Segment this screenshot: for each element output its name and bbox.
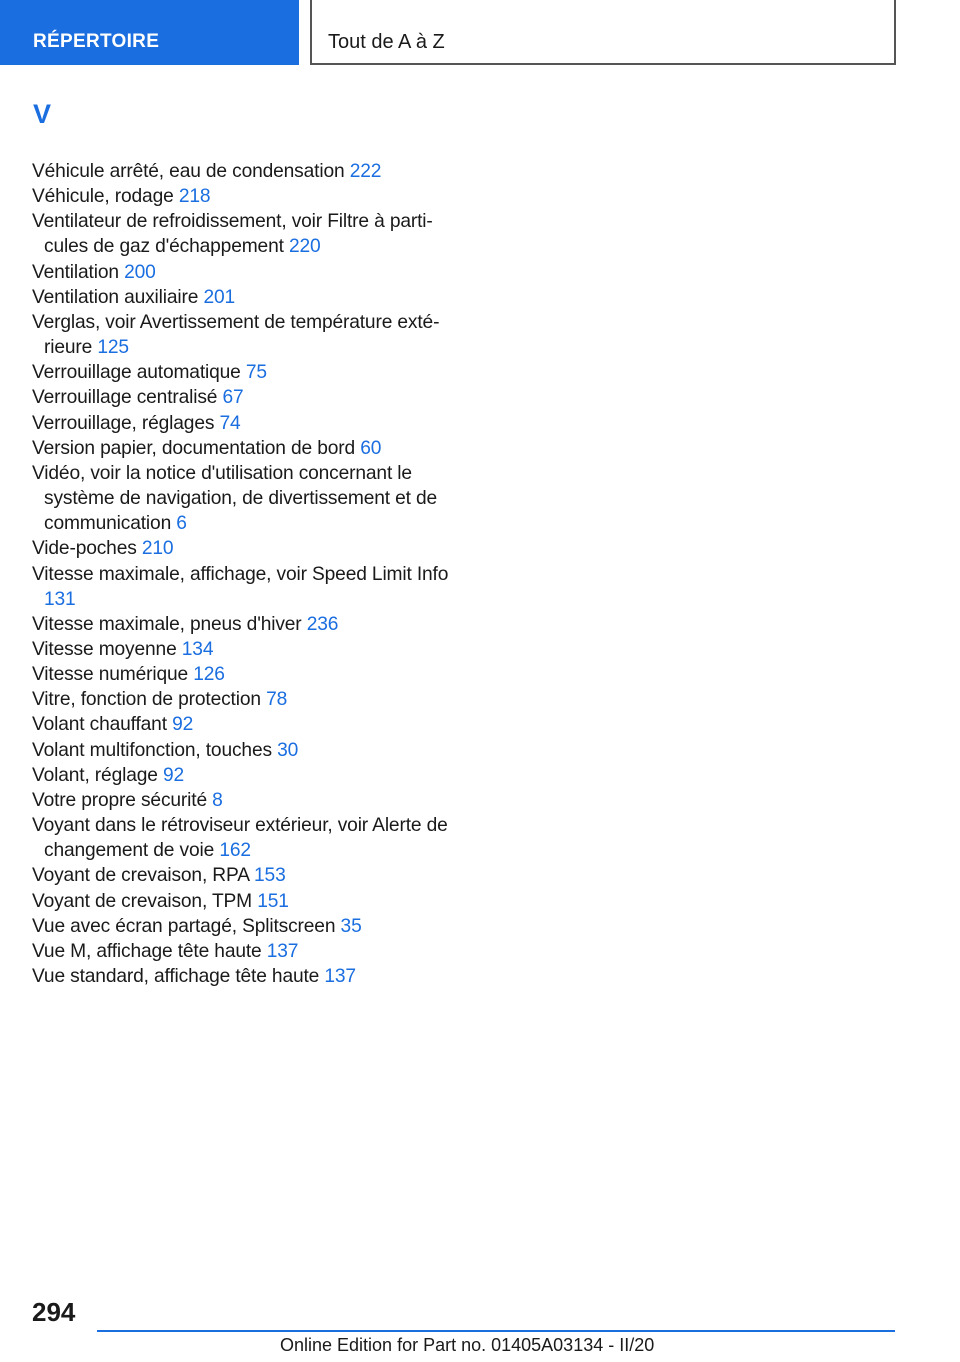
page-reference-link[interactable]: 137 xyxy=(324,966,356,987)
index-entry-text: Verrouillage centralisé xyxy=(32,387,218,409)
index-entry xyxy=(32,863,452,888)
page-reference-link[interactable]: 35 xyxy=(340,915,362,937)
index-entry xyxy=(32,461,452,536)
index-entry xyxy=(32,411,452,436)
index-entry-text: Vitesse numérique xyxy=(32,664,189,686)
page-reference-link[interactable]: 8 xyxy=(212,789,223,811)
index-entry xyxy=(32,436,452,461)
index-entry xyxy=(32,159,452,184)
page-reference-link[interactable]: 220 xyxy=(288,236,321,258)
index-entry-text: Véhicule, rodage xyxy=(32,186,174,208)
page-reference-link[interactable]: 162 xyxy=(219,840,251,862)
index-entry-text: Volant chauffant xyxy=(32,714,167,736)
index-entry xyxy=(32,562,452,612)
index-entry xyxy=(32,712,452,737)
index-list xyxy=(32,159,452,989)
section-letter: V xyxy=(33,99,52,129)
page-reference-link[interactable]: 126 xyxy=(193,664,225,686)
page-reference-link[interactable]: 218 xyxy=(178,186,211,208)
index-entry-text: Verrouillage automatique xyxy=(32,362,241,384)
page-reference-link[interactable]: 200 xyxy=(124,261,156,283)
index-entry-text: Vitesse moyenne xyxy=(32,638,177,660)
index-entry xyxy=(32,285,452,310)
index-entry xyxy=(32,964,452,989)
index-entry-text: Vidéo, voir la notice d'utilisation concernant le système de navigation, de divertissement et de communication xyxy=(32,462,438,535)
index-entry xyxy=(32,310,452,360)
index-entry-text: Ventilation xyxy=(32,261,119,283)
index-entry-text: Vitre, fonction de protection xyxy=(32,689,261,711)
index-entry xyxy=(32,209,452,259)
page-reference-link[interactable]: 222 xyxy=(349,161,382,182)
section-tab: RÉPERTOIRE xyxy=(0,0,299,65)
page-reference-link[interactable]: 131 xyxy=(44,588,76,610)
index-entry-text: Ventilateur de refroidissement, voir Filtre à parti-cules de gaz d'échappement xyxy=(32,211,433,258)
page-reference-link[interactable]: 75 xyxy=(245,362,267,384)
index-entry-text: Verrouillage, réglages xyxy=(32,412,215,434)
footer-edition-text: Online Edition for Part no. 01405A03134 - II/20 xyxy=(280,1335,655,1355)
index-entry-text: Version papier, documentation de bord xyxy=(32,437,355,459)
index-entry-text: Vide-poches xyxy=(32,538,137,560)
page-reference-link[interactable]: 30 xyxy=(277,739,299,761)
index-entry xyxy=(32,914,452,939)
page-number: 294 xyxy=(32,1297,76,1327)
index-entry xyxy=(32,260,452,285)
index-entry xyxy=(32,662,452,687)
index-entry xyxy=(32,536,452,561)
page-reference-link[interactable]: 92 xyxy=(172,714,194,736)
index-entry xyxy=(32,184,452,209)
page-reference-link[interactable]: 125 xyxy=(97,337,129,359)
index-entry-text: Véhicule arrêté, eau de condensation xyxy=(32,161,345,182)
index-entry-text: Voyant de crevaison, RPA xyxy=(32,865,249,887)
chapter-title: Tout de A à Z xyxy=(310,0,896,65)
page-reference-link[interactable]: 153 xyxy=(254,865,286,887)
page-reference-link[interactable]: 78 xyxy=(266,689,288,711)
page-reference-link[interactable]: 92 xyxy=(162,764,185,786)
index-entry-text: Vitesse maximale, pneus d'hiver xyxy=(32,613,302,635)
index-entry-text: Volant, réglage xyxy=(32,764,158,786)
page-reference-link[interactable]: 210 xyxy=(141,538,174,560)
index-entry-text: Vitesse maximale, affichage, voir Speed Limit Info xyxy=(32,563,449,585)
index-entry-text: Vue standard, affichage tête haute xyxy=(32,966,320,987)
index-entry-text: Voyant dans le rétroviseur extérieur, voir Alerte de changement de voie xyxy=(32,815,448,862)
index-entry-text: Ventilation auxiliaire xyxy=(32,286,199,308)
index-entry xyxy=(32,788,452,813)
page-reference-link[interactable]: 134 xyxy=(181,638,214,660)
index-entry xyxy=(32,612,452,637)
index-entry-text: Vue M, affichage tête haute xyxy=(32,940,262,962)
index-entry-text: Volant multifonction, touches xyxy=(32,739,272,761)
index-entry xyxy=(32,738,452,763)
page-reference-link[interactable]: 74 xyxy=(219,412,241,434)
page-reference-link[interactable]: 236 xyxy=(306,613,339,635)
page-reference-link[interactable]: 151 xyxy=(257,890,289,912)
index-entry-text: Voyant de crevaison, TPM xyxy=(32,890,253,912)
index-entry-text: Vue avec écran partagé, Splitscreen xyxy=(32,915,336,937)
page-reference-link[interactable]: 137 xyxy=(266,940,299,962)
page-reference-link[interactable]: 201 xyxy=(203,286,236,308)
index-entry xyxy=(32,813,452,863)
index-entry xyxy=(32,385,452,410)
page-reference-link[interactable]: 6 xyxy=(176,513,187,535)
page-reference-link[interactable]: 67 xyxy=(222,387,244,409)
page-reference-link[interactable]: 60 xyxy=(360,437,382,459)
index-entry xyxy=(32,637,452,662)
index-entry xyxy=(32,939,452,964)
index-entry xyxy=(32,763,452,788)
index-entry-text: Verglas, voir Avertissement de température exté-rieure xyxy=(32,311,440,359)
index-entry xyxy=(32,687,452,712)
index-entry xyxy=(32,889,452,914)
index-entry xyxy=(32,360,452,385)
index-entry-text: Votre propre sécurité xyxy=(32,789,207,811)
